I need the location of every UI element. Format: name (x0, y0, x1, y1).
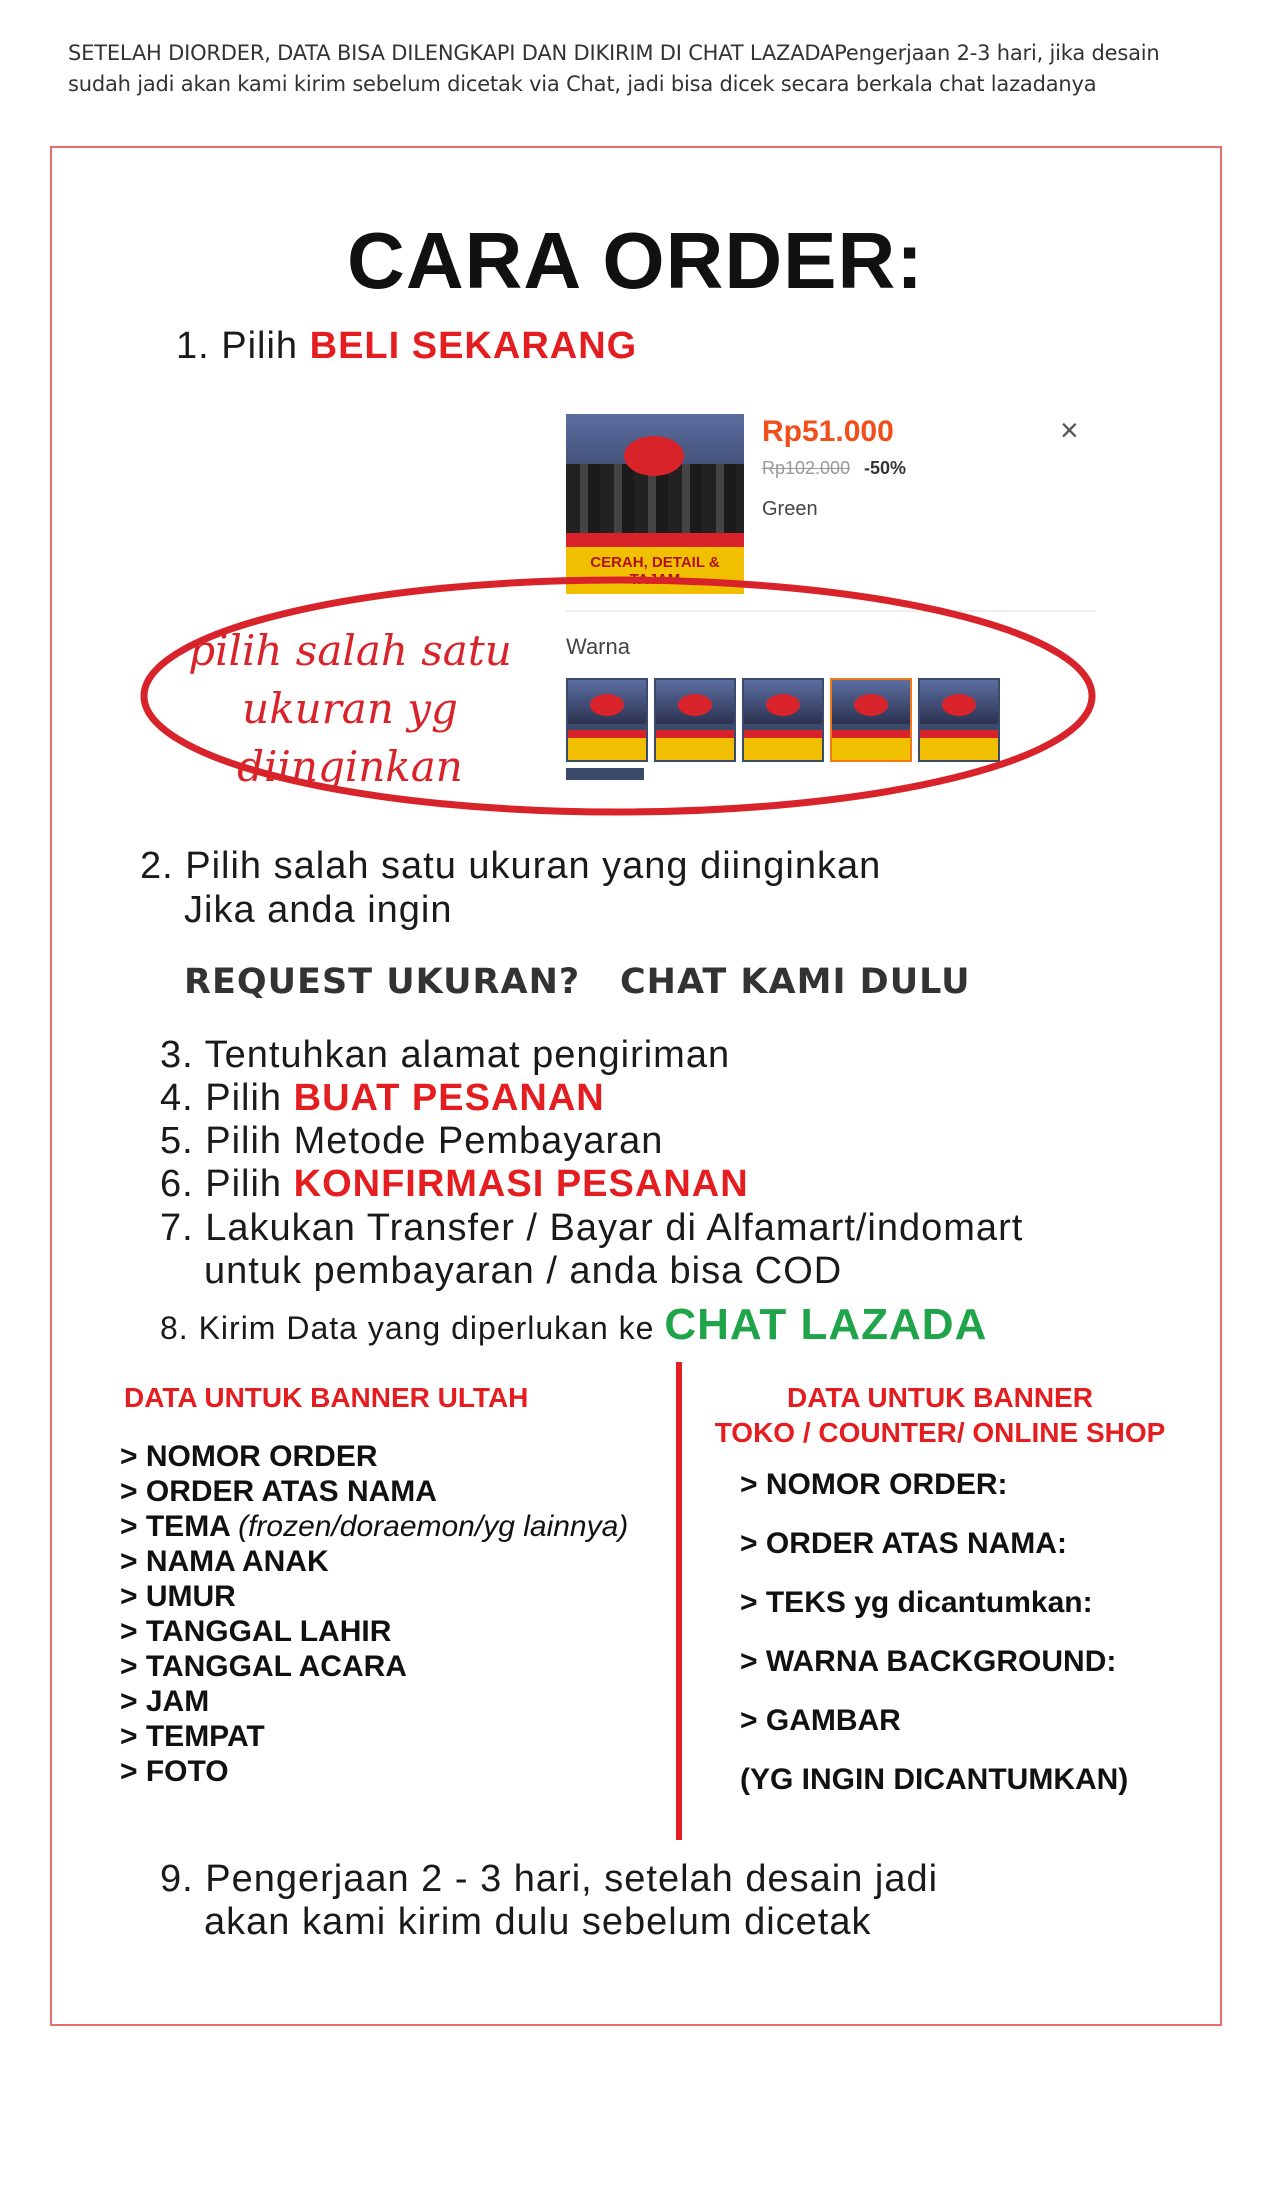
section-divider (676, 1362, 682, 1840)
list-item: > ORDER ATAS NAMA: (740, 1527, 1067, 1560)
list-item: > TANGGAL ACARA (120, 1650, 407, 1683)
list-item (120, 1510, 628, 1545)
list-item: > NOMOR ORDER (120, 1440, 378, 1473)
right-section-heading-line-1: DATA UNTUK BANNER (787, 1382, 1093, 1413)
product-discount: -50% (864, 458, 907, 478)
page-title: CARA ORDER: (347, 216, 924, 305)
list-item: > GAMBAR (740, 1704, 901, 1737)
list-item: > NAMA ANAK (120, 1545, 329, 1578)
step-9-line-2: akan kami kirim dulu sebelum dicetak (204, 1901, 872, 1943)
left-section-list (120, 1440, 628, 1790)
step-8 (160, 1300, 987, 1350)
list-item: > FOTO (120, 1755, 229, 1788)
step-3: 3. Tentuhkan alamat pengiriman (160, 1034, 731, 1076)
close-icon: × (1060, 412, 1079, 448)
top-notice: SETELAH DIORDER, DATA BISA DILENGKAPI DAN DIKIRIM DI CHAT LAZADAPengerjaan 2-3 hari, jika desain sudah jadi akan kami kirim sebelum dicetak via Chat, jadi bisa dicek secara berkala chat lazadanya (68, 41, 1160, 96)
list-item: (YG INGIN DICANTUMKAN) (740, 1763, 1129, 1796)
list-item-label: > TEMA (120, 1510, 230, 1543)
list-item: > TANGGAL LAHIR (120, 1615, 392, 1648)
step-8-text: 8. Kirim Data yang diperlukan ke (160, 1310, 665, 1346)
request-size-text: REQUEST UKURAN? (184, 962, 581, 1002)
left-section-heading: DATA UNTUK BANNER ULTAH (124, 1382, 529, 1413)
step-4 (160, 1077, 605, 1120)
product-old-price: Rp102.000 (762, 458, 851, 478)
step-6 (160, 1163, 749, 1206)
chat-us-text: CHAT KAMI DULU (620, 962, 971, 1002)
list-item: > UMUR (120, 1580, 236, 1613)
list-item: > JAM (120, 1685, 210, 1718)
step-5: 5. Pilih Metode Pembayaran (160, 1120, 664, 1162)
step-2-line-1: 2. Pilih salah satu ukuran yang diinginkan (140, 845, 882, 887)
list-item: > TEKS yg dicantumkan: (740, 1586, 1093, 1619)
variant-label: Warna (566, 634, 630, 659)
tema-note: (frozen/doraemon/yg lainnya) (238, 1510, 629, 1543)
list-item: > WARNA BACKGROUND: (740, 1645, 1117, 1678)
step-6-highlight: KONFIRMASI PESANAN (293, 1163, 749, 1205)
list-item: > NOMOR ORDER: (740, 1468, 1008, 1501)
step-4-text: 4. Pilih (160, 1077, 294, 1119)
step-4-highlight: BUAT PESANAN (293, 1077, 605, 1119)
step-1-highlight: BELI SEKARANG (309, 325, 638, 367)
step-9-line-1: 9. Pengerjaan 2 - 3 hari, setelah desain jadi (160, 1858, 939, 1900)
list-item: > ORDER ATAS NAMA (120, 1475, 437, 1508)
step-6-text: 6. Pilih (160, 1163, 294, 1205)
list-item: > TEMPAT (120, 1720, 265, 1753)
right-section-heading-line-2: TOKO / COUNTER/ ONLINE SHOP (714, 1417, 1166, 1448)
right-section-list (740, 1468, 1128, 1822)
thumbnail-caption: CERAH, DETAIL & TAJAM (590, 554, 720, 588)
product-price: Rp51.000 (762, 415, 894, 448)
step-2-line-2: Jika anda ingin (184, 889, 453, 931)
handwritten-note: pilih salah satu ukuran yg diinginkan (188, 626, 512, 791)
step-1 (176, 325, 637, 368)
product-variant: Green (762, 498, 818, 520)
chat-lazada-text: CHAT LAZADA (664, 1300, 988, 1349)
step-7-line-1: 7. Lakukan Transfer / Bayar di Alfamart/indomart (160, 1207, 1024, 1249)
step-7-line-2: untuk pembayaran / anda bisa COD (204, 1250, 843, 1292)
step-1-text: 1. Pilih (176, 325, 310, 367)
